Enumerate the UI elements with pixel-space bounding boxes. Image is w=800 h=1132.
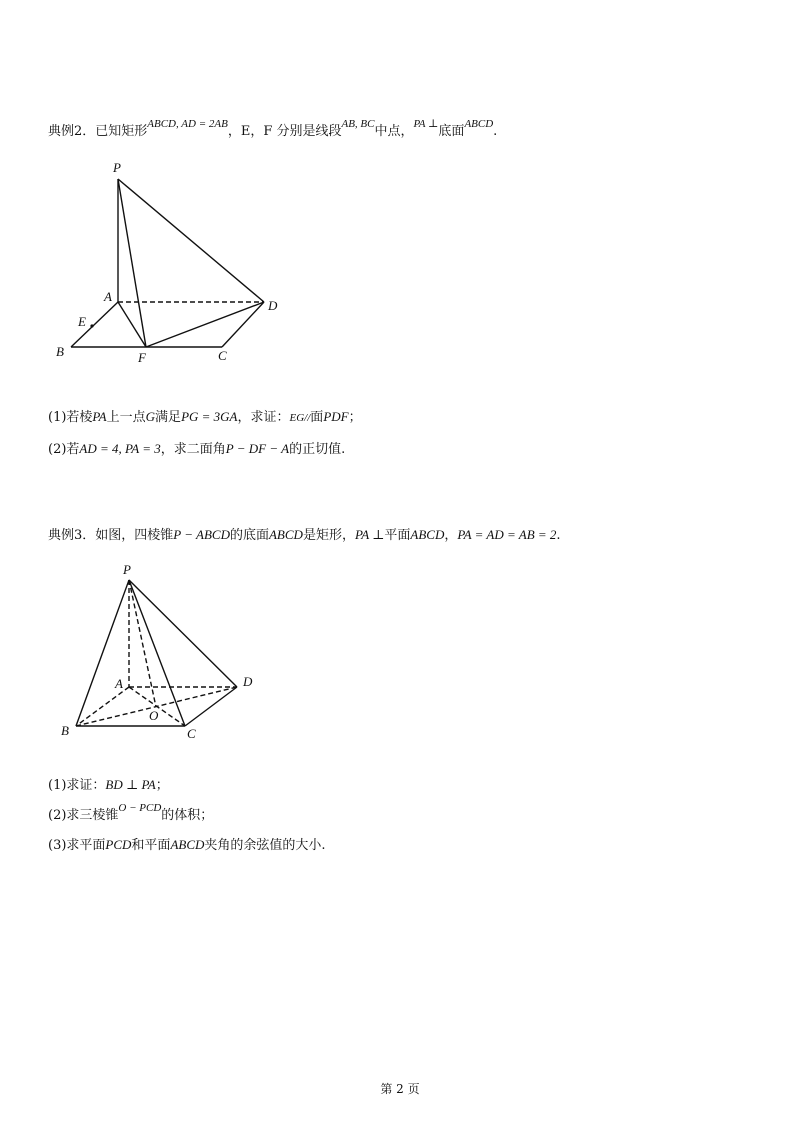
ex2-q2-math-1: AD = 4, PA = 3 <box>79 441 161 456</box>
ex2-edge-CD <box>222 302 264 347</box>
ex3-edge-PO <box>129 580 156 707</box>
ex3-q3-math-1: PCD <box>105 837 132 852</box>
ex3-label-D: D <box>243 674 253 689</box>
ex3-label-O: O <box>149 708 159 723</box>
ex2-text-5: . <box>493 124 498 139</box>
ex2-title-line <box>48 120 497 139</box>
ex2-q1-text-c: 满足 <box>155 410 182 425</box>
ex3-math-4: ABCD <box>410 527 445 542</box>
ex2-q1-text-d: ，求证： <box>237 410 290 425</box>
ex3-q2 <box>48 804 213 823</box>
ex3-edge-PD <box>129 580 237 687</box>
ex2-q2-math-2: P − DF − A <box>225 441 290 456</box>
ex3-title-line <box>48 524 561 543</box>
ex3-label-C: C <box>187 726 196 741</box>
ex3-q1-text-b: ； <box>155 778 169 793</box>
ex3-q3-text-a: (3)求平面 <box>48 838 106 853</box>
ex2-label-A: A <box>104 289 112 304</box>
ex3-q1-math: BD ⊥ PA <box>105 777 156 792</box>
ex2-q1-math-2: G <box>145 409 156 424</box>
ex3-text-3: 是矩形， <box>302 528 355 543</box>
ex2-edge-FD <box>146 302 264 347</box>
ex3-math-2: ABCD <box>268 527 303 542</box>
ex2-q1-text-f: ； <box>348 410 362 425</box>
ex2-q1-text-b: 上一点 <box>106 410 146 425</box>
ex2-math-3: PA ⊥ <box>413 118 439 130</box>
ex3-q2-text-b: 的体积； <box>161 808 214 823</box>
ex3-q3-math-2: ABCD <box>170 837 205 852</box>
ex2-q1-text-a: (1)若棱 <box>48 410 93 425</box>
ex2-text-3: 中点， <box>374 124 414 139</box>
ex3-figure <box>55 560 275 750</box>
ex2-label-F: F <box>138 350 146 365</box>
ex2-q1 <box>48 406 362 425</box>
ex3-edge-PC <box>129 580 185 726</box>
ex2-math-2: AB, BC <box>341 118 375 130</box>
ex3-text-2: 的底面 <box>229 528 269 543</box>
ex2-label-B: B <box>56 344 64 359</box>
ex3-q2-text-a: (2)求三棱锥 <box>48 808 119 823</box>
ex2-label-D: D <box>268 298 278 313</box>
ex2-q1-math-1: PA <box>92 409 107 424</box>
ex3-text-5: ， <box>444 528 458 543</box>
ex3-q1 <box>48 774 169 793</box>
ex2-q1-text-e: 面 <box>310 410 324 425</box>
ex2-q1-math-5: PDF <box>323 409 349 424</box>
ex2-q2-text-a: (2)若 <box>48 442 80 457</box>
ex3-label-P: P <box>123 562 131 577</box>
ex3-text-4: 平面 <box>384 528 411 543</box>
ex2-title: 典例2．已知矩形 <box>48 124 148 139</box>
ex3-q3-text-c: 夹角的余弦值的大小. <box>204 838 326 853</box>
ex3-math-5: PA = AD = AB = 2 <box>457 527 557 542</box>
ex3-text-6: . <box>556 528 561 543</box>
ex3-q3 <box>48 834 326 853</box>
ex2-q2 <box>48 438 345 457</box>
ex2-q2-text-b: ，求二面角 <box>160 442 226 457</box>
ex2-figure <box>50 155 290 370</box>
ex2-edge-PD <box>118 179 264 302</box>
ex2-q1-math-4: EG// <box>289 412 311 424</box>
ex3-math-3: PA ⊥ <box>354 527 385 542</box>
ex3-q2-math: O − PCD <box>118 802 162 814</box>
ex2-text-4: 底面 <box>438 124 465 139</box>
ex2-label-E: E <box>78 314 86 329</box>
ex2-edge-PF <box>118 179 146 347</box>
page-number: 第 2 页 <box>380 1082 420 1096</box>
ex3-q3-text-b: 和平面 <box>131 838 171 853</box>
ex3-edge-PB <box>76 580 129 726</box>
ex3-math-1: P − ABCD <box>173 527 230 542</box>
ex2-label-C: C <box>218 348 227 363</box>
ex2-label-P: P <box>113 160 121 175</box>
ex2-math-4: ABCD <box>464 118 494 130</box>
ex2-q1-math-3: PG = 3GA <box>181 409 238 424</box>
ex2-q2-text-c: 的正切值. <box>289 442 346 457</box>
ex2-text-2: ，E，F 分别是线段 <box>227 124 342 139</box>
ex3-label-A: A <box>115 676 123 691</box>
ex2-math-1: ABCD, AD = 2AB <box>147 118 228 130</box>
ex2-point-E <box>90 324 93 327</box>
ex3-q1-text-a: (1)求证： <box>48 778 106 793</box>
ex3-title: 典例3．如图，四棱锥 <box>48 528 174 543</box>
ex3-label-B: B <box>61 723 69 738</box>
